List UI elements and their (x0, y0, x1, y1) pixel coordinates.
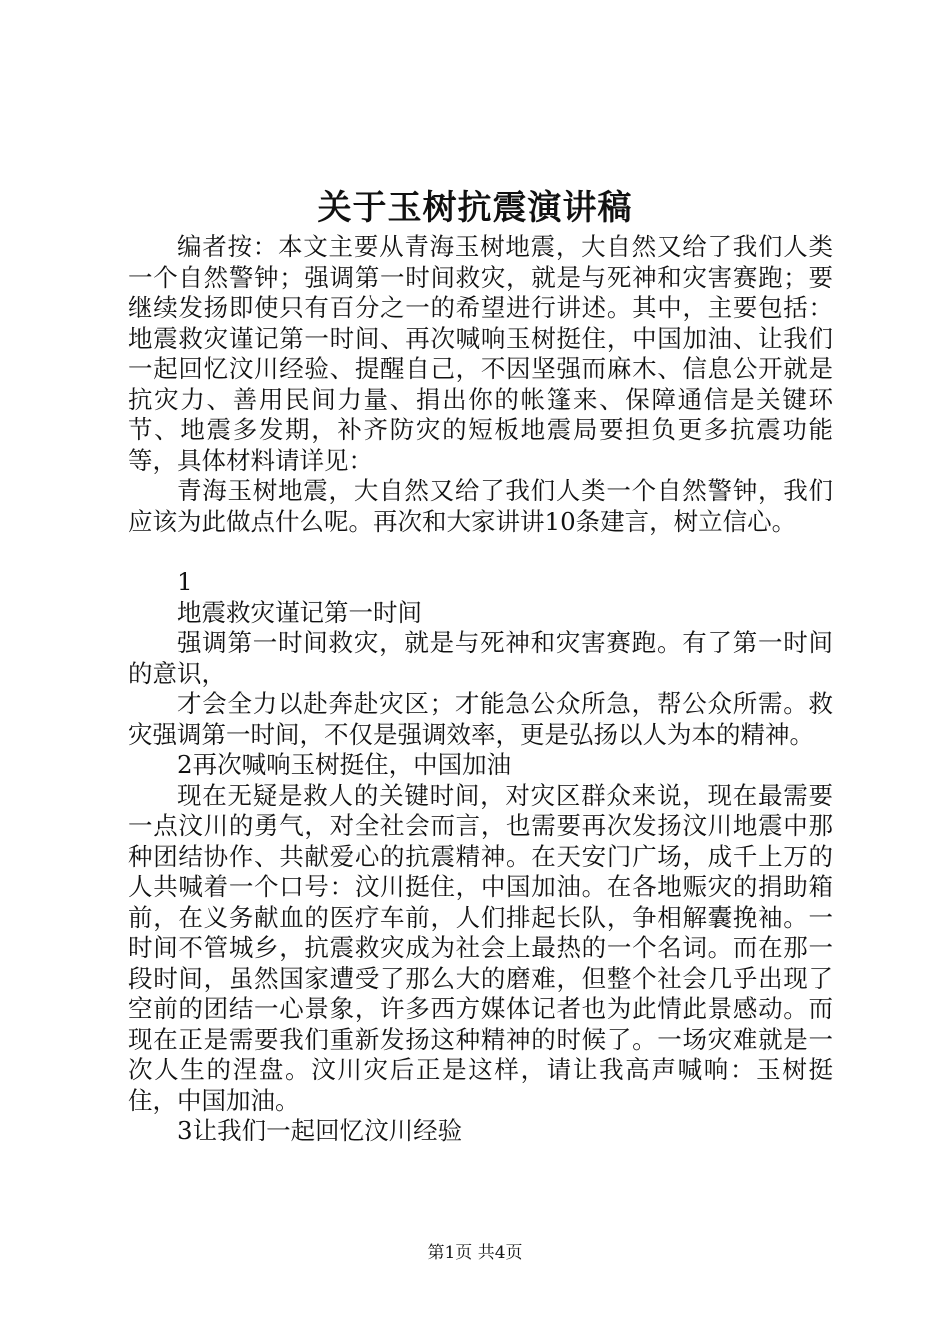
section-1-paragraph-1: 强调第一时间救灾，就是与死神和灾害赛跑。有了第一时间的意识， (128, 628, 833, 688)
section-1-paragraph-2: 才会全力以赴奔赴灾区；才能急公众所急，帮公众所需。救灾强调第一时间，不仅是强调效率，更是弘扬以人为本的精神。 (128, 689, 833, 749)
page-number-footer: 第1页 共4页 (427, 1243, 523, 1263)
blank-line (128, 537, 833, 567)
section-1-heading: 地震救灾谨记第一时间 (177, 597, 422, 627)
section-2-heading: 2再次喊响玉树挺住，中国加油 (177, 750, 512, 779)
editor-note-paragraph: 编者按：本文主要从青海玉树地震，大自然又给了我们人类一个自然警钟；强调第一时间救灾，就是与死神和灾害赛跑；要继续发扬即使只有百分之一的希望进行讲述。其中，主要包括：地震救灾谨记第一时间、再次喊响玉树挺住，中国加油、让我们一起回忆汶川经验、提醒自己，不因坚强而麻木、信息公开就是抗灾力、善用民间力量、捐出你的帐篷来、保障通信是关键环节、地震多发期，补齐防灾的短板地震局要担负更多抗震功能等，具体材料请详见： (128, 232, 833, 475)
document-title: 关于玉树抗震演讲稿 (317, 188, 633, 228)
section-1-number: 1 (177, 567, 193, 596)
document-body (128, 232, 833, 1147)
section-2-paragraph-1: 现在无疑是救人的关键时间，对灾区群众来说，现在最需要一点汶川的勇气，对全社会而言，也需要再次发扬汶川地震中那种团结协作、共献爱心的抗震精神。在天安门广场，成千上万的人共喊着一个口号：汶川挺住，中国加油。在各地赈灾的捐助箱前，在义务献血的医疗车前，人们排起长队，争相解囊挽袖。一时间不管城乡，抗震救灾成为社会上最热的一个名词。而在那一段时间，虽然国家遭受了那么大的磨难，但整个社会几乎出现了空前的团结一心景象，许多西方媒体记者也为此情此景感动。而现在正是需要我们重新发扬这种精神的时候了。一场灾难就是一次人生的涅盘。汶川灾后正是这样，请让我高声喊响：玉树挺住，中国加油。 (128, 780, 833, 1115)
section-3-heading: 3让我们一起回忆汶川经验 (177, 1116, 463, 1145)
intro-paragraph: 青海玉树地震，大自然又给了我们人类一个自然警钟，我们应该为此做点什么呢。再次和大家讲讲10条建言，树立信心。 (128, 476, 833, 536)
